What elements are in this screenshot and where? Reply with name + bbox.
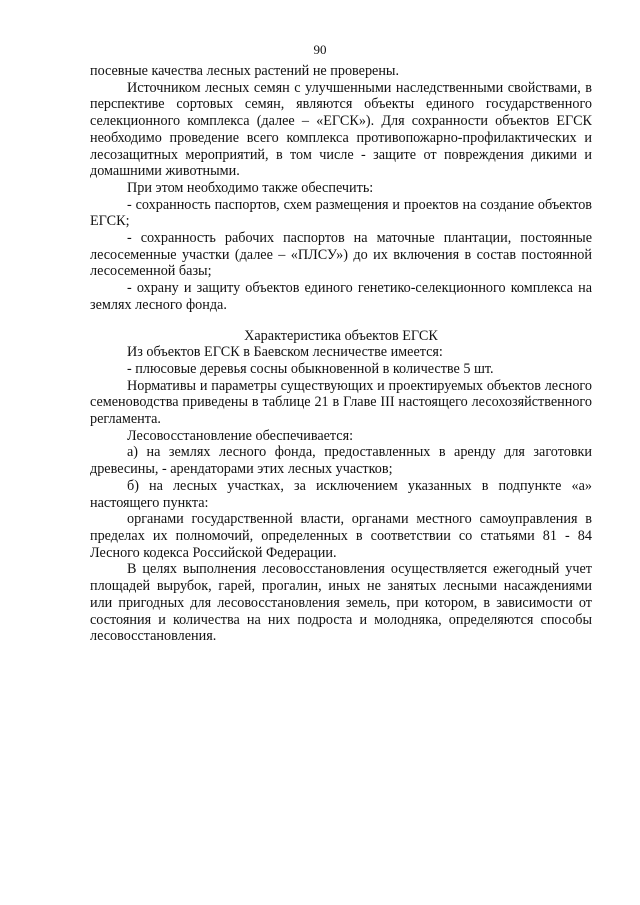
paragraph: В целях выполнения лесовосстановления осуществляется ежегодный учет площадей вырубок, гарей, прогалин, иных не занятых лесными насаждениями или пригодных для лесовосстановления земель, при котором, в зависимости от состояния и количества на них подроста и молодняка, определяются способы лесовосстановления. xyxy=(90,561,592,645)
list-item: б) на лесных участках, за исключением указанных в подпункте «а» настоящего пункта: xyxy=(90,477,592,511)
list-item: - охрану и защиту объектов единого генетико-селекционного комплекса на землях лесного фонда. xyxy=(90,280,592,313)
paragraph: органами государственной власти, органами местного самоуправления в пределах их полномочий, определенных в соответствии со статьями 81 - 84 Лесного кодекса Российской Федерации. xyxy=(90,511,592,561)
page-number: 90 xyxy=(313,42,327,57)
section-heading: Характеристика объектов ЕГСК xyxy=(244,327,438,344)
paragraph: Лесовосстановление обеспечивается: xyxy=(127,427,354,444)
list-item: - плюсовые деревья сосны обыкновенной в количестве 5 шт. xyxy=(127,360,494,377)
paragraph: Нормативы и параметры существующих и проектируемых объектов лесного семеноводства приведены в таблице 21 в Главе III настоящего лесохозяйственного регламента. xyxy=(90,377,592,428)
paragraph: Из объектов ЕГСК в Баевском лесничестве имеется: xyxy=(127,344,443,361)
list-item: - сохранность рабочих паспортов на маточные плантации, постоянные лесосеменные участки (далее – «ПЛСУ») до их включения в состав постоянной лесосеменной базы; xyxy=(90,230,592,280)
page-body xyxy=(90,63,592,645)
paragraph: При этом необходимо также обеспечить: xyxy=(127,179,374,196)
paragraph: Источником лесных семян с улучшенными наследственными свойствами, в перспективе сортовых семян, являются объекты единого государственного селекционного комплекса (далее – «ЕГСК»). Для сохранности объектов ЕГСК необходимо проведение всего комплекса противопожарно-профилактических и лесозащитных мероприятий, в том числе - защите от повреждения дикими и домашними животными. xyxy=(90,79,592,180)
paragraph: посевные качества лесных растений не проверены. xyxy=(90,63,400,79)
list-item: - сохранность паспортов, схем размещения и проектов на создание объектов ЕГСК; xyxy=(90,196,592,230)
list-item: а) на землях лесного фонда, предоставленных в аренду для заготовки древесины, - арендаторами этих лесных участков; xyxy=(90,444,592,478)
